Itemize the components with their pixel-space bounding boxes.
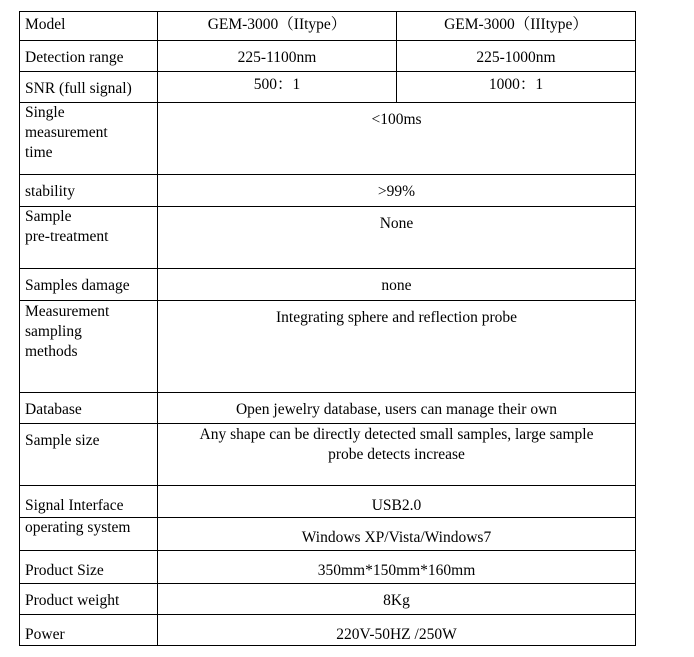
samples-damage-value: none <box>158 269 636 301</box>
single-measurement-time-label-line-2: measurement <box>25 124 108 141</box>
product-size-label: Product Size <box>20 551 158 584</box>
database-value: Open jewelry database, users can manage their own <box>158 393 636 424</box>
measurement-sampling-methods-label-line-2: sampling <box>25 323 82 340</box>
samples-damage-label: Samples damage <box>20 269 158 301</box>
table-row-database <box>20 393 636 424</box>
table-row-samples-damage <box>20 269 636 301</box>
power-label: Power <box>20 615 158 646</box>
stability-value: >99% <box>158 175 636 207</box>
detection-range-value-2: 225-1100nm <box>158 41 397 72</box>
table-row-product-size <box>20 551 636 584</box>
measurement-sampling-methods-label-line-3: methods <box>25 343 78 360</box>
snr-value-3: 1000：1 <box>397 72 636 103</box>
sample-size-label: Sample size <box>20 424 158 486</box>
table-row-sample-pretreatment <box>20 207 636 269</box>
table-row-detection-range <box>20 41 636 72</box>
measurement-sampling-methods-label-line-1: Measurement <box>25 303 110 320</box>
single-measurement-time-value: <100ms <box>158 103 636 175</box>
sample-size-value-line-1: Any shape can be directly detected small samples, large sample <box>199 426 594 443</box>
table-row-snr <box>20 72 636 103</box>
model-col2-header: GEM-3000（IItype） <box>158 12 397 41</box>
product-weight-label: Product weight <box>20 584 158 615</box>
model-col3-header: GEM-3000（IIItype） <box>397 12 636 41</box>
table-row-signal-interface <box>20 486 636 518</box>
signal-interface-value: USB2.0 <box>158 486 636 518</box>
operating-system-value: Windows XP/Vista/Windows7 <box>158 518 636 551</box>
snr-value-2: 500：1 <box>158 72 397 103</box>
single-measurement-time-label-line-3: time <box>25 144 53 161</box>
sample-pretreatment-value: None <box>158 207 636 269</box>
spec-table <box>19 11 636 646</box>
detection-range-value-3: 225-1000nm <box>397 41 636 72</box>
model-label: Model <box>20 12 158 41</box>
measurement-sampling-methods-label <box>20 301 158 393</box>
sample-pretreatment-label-line-2: pre-treatment <box>25 228 109 245</box>
measurement-sampling-methods-value: Integrating sphere and reflection probe <box>158 301 636 393</box>
table-row-product-weight <box>20 584 636 615</box>
operating-system-label: operating system <box>20 518 158 551</box>
single-measurement-time-label-line-1: Single <box>25 104 65 121</box>
signal-interface-label: Signal Interface <box>20 486 158 518</box>
single-measurement-time-label <box>20 103 158 175</box>
sample-size-value <box>158 424 636 486</box>
database-label: Database <box>20 393 158 424</box>
product-size-value: 350mm*150mm*160mm <box>158 551 636 584</box>
table-row-stability <box>20 175 636 207</box>
power-value: 220V-50HZ /250W <box>158 615 636 646</box>
table-row-operating-system <box>20 518 636 551</box>
detection-range-label: Detection range <box>20 41 158 72</box>
table-row-power <box>20 615 636 646</box>
table-row-measurement-sampling-methods <box>20 301 636 393</box>
table-row-single-measurement-time <box>20 103 636 175</box>
product-weight-value: 8Kg <box>158 584 636 615</box>
table-row-sample-size <box>20 424 636 486</box>
sample-pretreatment-label <box>20 207 158 269</box>
stability-label: stability <box>20 175 158 207</box>
table-row-model <box>20 12 636 41</box>
snr-label: SNR (full signal) <box>20 72 158 103</box>
sample-size-value-line-2: probe detects increase <box>328 446 465 463</box>
sample-pretreatment-label-line-1: Sample <box>25 208 72 225</box>
